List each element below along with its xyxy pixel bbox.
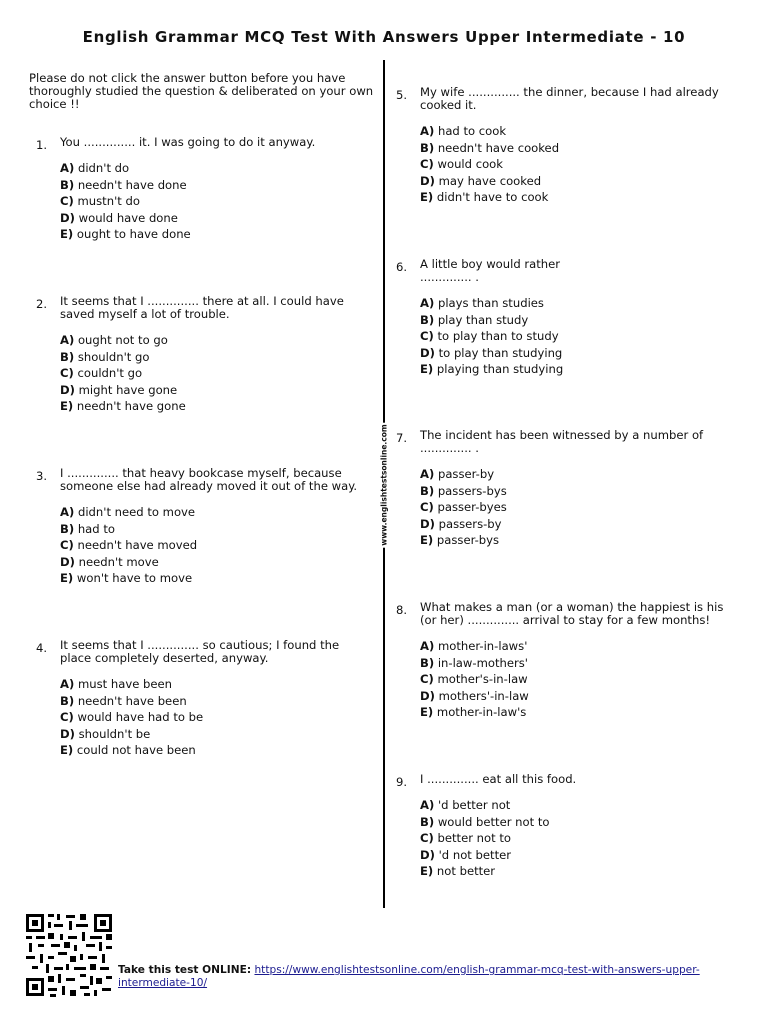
question-text: I .............. that heavy bookcase myself, because someone else had already moved it out of the way.: [60, 466, 358, 493]
option-a[interactable]: A) didn't need to move: [60, 505, 196, 519]
option-a[interactable]: A) plays than studies: [420, 296, 544, 310]
footer-online-link: [118, 964, 728, 989]
option-list: [60, 676, 361, 759]
option-d[interactable]: D) might have gone: [60, 382, 178, 397]
question-1: [36, 136, 361, 243]
question-number: 2.: [36, 297, 48, 311]
question-number: 9.: [396, 775, 408, 789]
option-b[interactable]: B) needn't have done: [60, 177, 187, 192]
option-c[interactable]: C) to play than to study: [420, 329, 559, 343]
page-title: English Grammar MCQ Test With Answers Upper Intermediate - 10: [82, 28, 686, 46]
option-b[interactable]: B) in-law-mothers': [420, 655, 528, 670]
question-text: My wife .............. the dinner, because I had already cooked it.: [420, 85, 719, 112]
option-d[interactable]: D) mothers'-in-law: [420, 688, 529, 703]
option-a[interactable]: A) mother-in-laws': [420, 639, 528, 653]
question-number: 7.: [396, 431, 408, 445]
option-d[interactable]: D) shouldn't be: [60, 726, 151, 741]
option-list: [420, 638, 731, 721]
option-c[interactable]: C) better not to: [420, 831, 511, 845]
option-list: [420, 295, 731, 378]
option-c[interactable]: C) mother's-in-law: [420, 672, 528, 686]
option-d[interactable]: D) needn't move: [60, 554, 159, 569]
question-number: 1.: [36, 138, 48, 152]
question-2: [36, 295, 361, 415]
option-a[interactable]: A) 'd better not: [420, 798, 511, 812]
option-e[interactable]: E) needn't have gone: [60, 399, 186, 413]
question-text: I .............. eat all this food.: [420, 772, 577, 786]
question-number: 6.: [396, 260, 408, 274]
side-watermark-text: www.englishtestsonline.com: [379, 424, 389, 546]
option-b[interactable]: B) play than study: [420, 312, 529, 327]
question-9: [396, 773, 731, 880]
option-e[interactable]: E) not better: [420, 864, 496, 878]
option-c[interactable]: C) needn't have moved: [60, 538, 198, 552]
question-5: [396, 86, 731, 206]
option-d[interactable]: D) passers-by: [420, 516, 502, 531]
option-a[interactable]: A) had to cook: [420, 124, 507, 138]
option-e[interactable]: E) playing than studying: [420, 362, 564, 376]
question-6: [396, 258, 731, 378]
option-c[interactable]: C) passer-byes: [420, 500, 507, 514]
question-8: [396, 601, 731, 721]
option-list: [60, 504, 361, 587]
question-number: 4.: [36, 641, 48, 655]
option-a[interactable]: A) didn't do: [60, 161, 130, 175]
question-text: It seems that I .............. so cautious; I found the place completely deserted, anyway.: [60, 638, 340, 665]
option-list: [60, 160, 361, 243]
question-3: [36, 467, 361, 587]
option-c[interactable]: C) would cook: [420, 157, 503, 171]
question-text: The incident has been witnessed by a number of .............. .: [420, 428, 704, 455]
question-4: [36, 639, 361, 759]
option-c[interactable]: C) mustn't do: [60, 194, 140, 208]
question-text: You .............. it. I was going to do it anyway.: [60, 135, 316, 149]
qr-code-image: [24, 912, 114, 998]
option-a[interactable]: A) must have been: [60, 677, 172, 691]
intro-notice: Please do not click the answer button before you have thoroughly studied the question & deliberated on your own choice !!: [29, 71, 374, 111]
option-d[interactable]: D) may have cooked: [420, 173, 542, 188]
option-c[interactable]: C) would have had to be: [60, 710, 204, 724]
option-list: [420, 123, 731, 206]
option-e[interactable]: E) mother-in-law's: [420, 705, 527, 719]
question-text: A little boy would rather .............. .: [420, 257, 561, 284]
option-a[interactable]: A) passer-by: [420, 467, 495, 481]
option-c[interactable]: C) couldn't go: [60, 366, 143, 380]
option-list: [420, 797, 731, 880]
option-b[interactable]: B) shouldn't go: [60, 349, 150, 364]
option-b[interactable]: B) needn't have been: [60, 693, 187, 708]
question-number: 5.: [396, 88, 408, 102]
option-list: [60, 332, 361, 415]
test-online-link[interactable]: https://www.englishtestsonline.com/english-grammar-mcq-test-with-answers-upper-intermediate-10/: [118, 964, 700, 989]
question-text: What makes a man (or a woman) the happiest is his (or her) .............. arrival to stay for a few months!: [420, 600, 724, 627]
option-b[interactable]: B) would better not to: [420, 814, 550, 829]
option-e[interactable]: E) ought to have done: [60, 227, 191, 241]
option-e[interactable]: E) could not have been: [60, 743, 196, 757]
option-list: [420, 466, 731, 549]
question-text: It seems that I .............. there at all. I could have saved myself a lot of trouble.: [60, 294, 344, 321]
option-e[interactable]: E) won't have to move: [60, 571, 193, 585]
option-a[interactable]: A) ought not to go: [60, 333, 168, 347]
option-e[interactable]: E) didn't have to cook: [420, 190, 549, 204]
option-d[interactable]: D) would have done: [60, 210, 178, 225]
option-e[interactable]: E) passer-bys: [420, 533, 500, 547]
option-b[interactable]: B) had to: [60, 521, 115, 536]
option-d[interactable]: D) 'd not better: [420, 847, 512, 862]
question-number: 8.: [396, 603, 408, 617]
question-7: [396, 429, 731, 549]
option-b[interactable]: B) passers-bys: [420, 483, 507, 498]
question-number: 3.: [36, 469, 48, 483]
option-b[interactable]: B) needn't have cooked: [420, 140, 560, 155]
footer-lead-text: Take this test ONLINE:: [118, 964, 252, 976]
option-d[interactable]: D) to play than studying: [420, 345, 563, 360]
